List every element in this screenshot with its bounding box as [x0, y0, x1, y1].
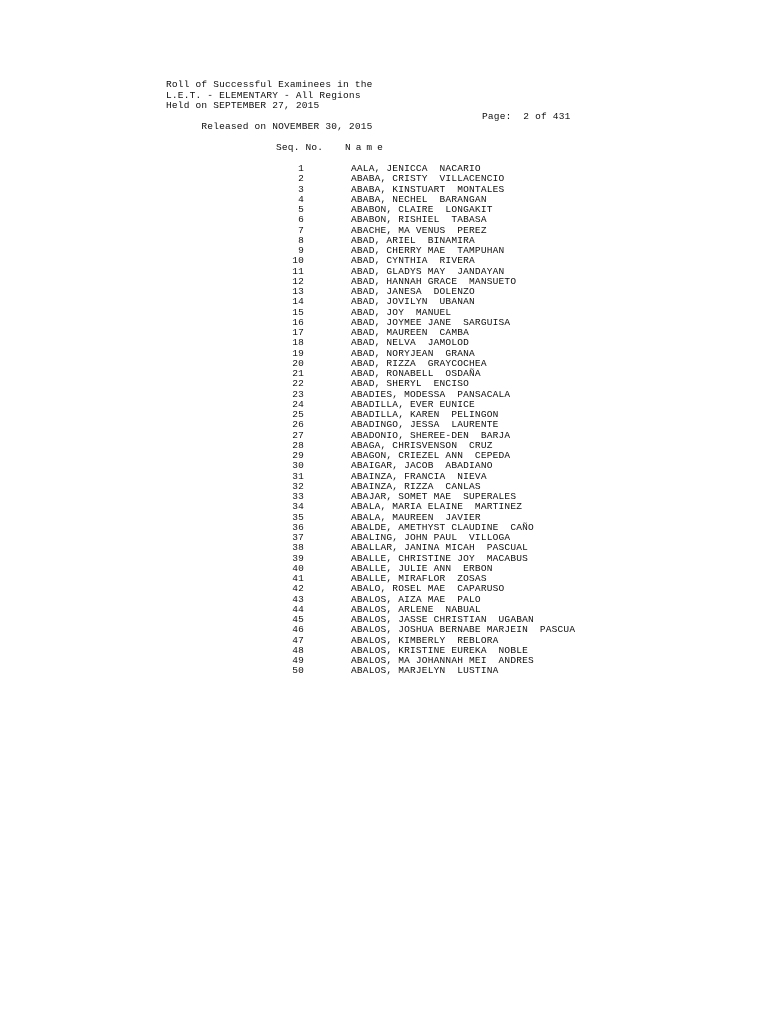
seq-number: 16 [292, 316, 304, 328]
seq-number: 9 [298, 245, 304, 256]
examinee-name: ABAJAR, SOMET MAE SUPERALES [351, 491, 517, 502]
seq-number: 24 [292, 398, 304, 410]
list-item [270, 215, 610, 225]
list-item [270, 666, 610, 676]
seq-number: 8 [298, 234, 304, 246]
seq-number: 37 [292, 532, 304, 543]
seq-number: 36 [292, 521, 304, 533]
seq-number: 13 [292, 286, 304, 297]
seq-number: 42 [292, 583, 304, 595]
seq-number: 50 [292, 665, 304, 677]
examinee-name: ABABA, KINSTUART MONTALES [351, 183, 505, 195]
seq-number: 39 [292, 552, 304, 564]
seq-number: 38 [292, 542, 304, 554]
examinee-list [270, 164, 610, 677]
seq-number: 26 [292, 419, 304, 431]
examinee-name: ABALA, MARIA ELAINE MARTINEZ [351, 501, 523, 513]
seq-number: 17 [292, 327, 304, 338]
list-item [270, 256, 610, 266]
examinee-name: ABABA, CRISTY VILLACENCIO [351, 173, 505, 185]
header-release-date: Released on NOVEMBER 30, 2015 [201, 121, 373, 133]
examinee-name: ABALOS, AIZA MAE PALO [351, 593, 481, 605]
examinee-name: ABAGON, CRIEZEL ANN CEPEDA [351, 450, 511, 461]
examinee-name: ABAINZA, FRANCIA NIEVA [351, 470, 487, 482]
examinee-name: ABALLE, CHRISTINE JOY MACABUS [351, 552, 529, 564]
seq-number: 41 [292, 573, 304, 584]
seq-number: 45 [292, 614, 304, 625]
seq-number: 25 [292, 409, 304, 420]
examinee-name: ABAINZA, RIZZA CANLAS [351, 480, 481, 492]
seq-number: 7 [298, 224, 304, 236]
list-item [270, 297, 610, 307]
seq-number: 21 [292, 368, 304, 379]
list-item [270, 420, 610, 430]
header-title-line: Roll of Successful Examinees in the [166, 79, 373, 90]
seq-number: 27 [292, 429, 304, 441]
list-item [270, 584, 610, 594]
examinee-name: ABABON, RISHIEL TABASA [351, 214, 487, 226]
examinee-name: ABALOS, KIMBERLY REBLORA [351, 634, 499, 646]
seq-number: 35 [292, 511, 304, 523]
seq-number: 30 [292, 460, 304, 472]
column-header-seq: Seq. No. [276, 142, 324, 153]
seq-number: 34 [292, 501, 304, 513]
header-held-date: Held on SEPTEMBER 27, 2015 [166, 100, 320, 112]
list-item [270, 174, 610, 184]
seq-number: 43 [292, 593, 304, 605]
seq-number: 5 [298, 204, 304, 215]
page-indicator: Page: 2 of 431 [482, 110, 571, 122]
examinee-name: ABALA, MAUREEN JAVIER [351, 511, 481, 523]
seq-number: 10 [292, 255, 304, 267]
examinee-name: ABAD, MAUREEN CAMBA [351, 327, 470, 338]
seq-number: 6 [298, 214, 304, 226]
examinee-name: ABAD, CYNTHIA RIVERA [351, 255, 475, 267]
examinee-name: ABAD, NELVA JAMOLOD [351, 337, 470, 349]
seq-number: 40 [292, 562, 304, 574]
seq-number: 19 [292, 347, 304, 359]
examinee-name: ABAD, RONABELL OSDAÑA [351, 368, 481, 379]
examinee-name: ABADILLA, EVER EUNICE [351, 398, 475, 410]
examinee-name: ABABON, CLAIRE LONGAKIT [351, 204, 493, 215]
examinee-name: ABAD, JOYMEE JANE SARGUISA [351, 316, 511, 328]
examinee-name: ABAD, JOVILYN UBANAN [351, 296, 475, 308]
examinee-name: ABALOS, MA JOHANNAH MEI ANDRES [351, 655, 534, 666]
seq-number: 2 [298, 173, 304, 185]
examinee-name: ABALOS, KRISTINE EUREKA NOBLE [351, 644, 529, 656]
examinee-name: ABADONIO, SHEREE-DEN BARJA [351, 429, 511, 441]
seq-number: 49 [292, 655, 304, 666]
seq-number: 14 [292, 296, 304, 308]
examinee-name: ABALOS, ARLENE NABUAL [351, 603, 481, 615]
examinee-name: ABADINGO, JESSA LAURENTE [351, 419, 499, 431]
examinee-name: ABAGA, CHRISVENSON CRUZ [351, 439, 493, 451]
seq-number: 22 [292, 378, 304, 390]
examinee-name: ABAIGAR, JACOB ABADIANO [351, 460, 493, 472]
examinee-name: ABAD, CHERRY MAE TAMPUHAN [351, 245, 505, 256]
examinee-name: ABAD, ARIEL BINAMIRA [351, 234, 475, 246]
seq-number: 12 [292, 275, 304, 287]
examinee-name: ABAD, NORYJEAN GRANA [351, 347, 475, 359]
examinee-name: ABACHE, MA VENUS PEREZ [351, 224, 487, 236]
examinee-name: ABAD, JANESA DOLENZO [351, 286, 475, 297]
examinee-name: ABALLE, MIRAFLOR ZOSAS [351, 573, 487, 584]
examinee-name: ABAD, HANNAH GRACE MANSUETO [351, 275, 517, 287]
seq-number: 15 [292, 306, 304, 318]
list-item [270, 461, 610, 471]
examinee-name: AALA, JENICCA NACARIO [351, 163, 481, 174]
seq-number: 1 [298, 163, 304, 174]
seq-number: 48 [292, 644, 304, 656]
examinee-name: ABAD, SHERYL ENCISO [351, 378, 470, 390]
list-item [270, 502, 610, 512]
examinee-name: ABALLE, JULIE ANN ERBON [351, 562, 493, 574]
seq-number: 47 [292, 634, 304, 646]
examinee-name: ABALOS, JOSHUA BERNABE MARJEIN PASCUA [351, 624, 576, 636]
examinee-name: ABABA, NECHEL BARANGAN [351, 193, 487, 205]
seq-number: 4 [298, 193, 304, 205]
seq-number: 44 [292, 603, 304, 615]
list-item [270, 338, 610, 348]
header-release-line [166, 110, 576, 133]
seq-number: 18 [292, 337, 304, 349]
examinee-name: ABAD, JOY MANUEL [351, 306, 452, 318]
document-header [166, 79, 576, 133]
seq-number: 46 [292, 624, 304, 636]
column-header-name: Name [345, 142, 388, 153]
seq-number: 29 [292, 450, 304, 461]
list-item [270, 543, 610, 553]
examinee-name: ABALING, JOHN PAUL VILLOGA [351, 532, 511, 543]
header-exam-line: L.E.T. - ELEMENTARY - All Regions [166, 89, 361, 101]
examinee-name: ABAD, RIZZA GRAYCOCHEA [351, 357, 487, 369]
list-item [270, 379, 610, 389]
examinee-name: ABALOS, MARJELYN LUSTINA [351, 665, 499, 677]
examinee-name: ABADILLA, KAREN PELINGON [351, 409, 499, 420]
examinee-name: ABALLAR, JANINA MICAH PASCUAL [351, 542, 529, 554]
examinee-name: ABALDE, AMETHYST CLAUDINE CAÑO [351, 521, 534, 533]
examinee-name: ABALOS, JASSE CHRISTIAN UGABAN [351, 614, 534, 625]
examinee-name: ABALO, ROSEL MAE CAPARUSO [351, 583, 505, 595]
seq-number: 20 [292, 357, 304, 369]
list-item [270, 625, 610, 635]
seq-number: 32 [292, 480, 304, 492]
seq-number: 11 [292, 265, 304, 277]
examinee-name: ABADIES, MODESSA PANSACALA [351, 388, 511, 400]
seq-number: 33 [292, 491, 304, 502]
seq-number: 3 [298, 183, 304, 195]
seq-number: 28 [292, 439, 304, 451]
examinee-name: ABAD, GLADYS MAY JANDAYAN [351, 265, 505, 277]
seq-number: 31 [292, 470, 304, 482]
seq-number: 23 [292, 388, 304, 400]
